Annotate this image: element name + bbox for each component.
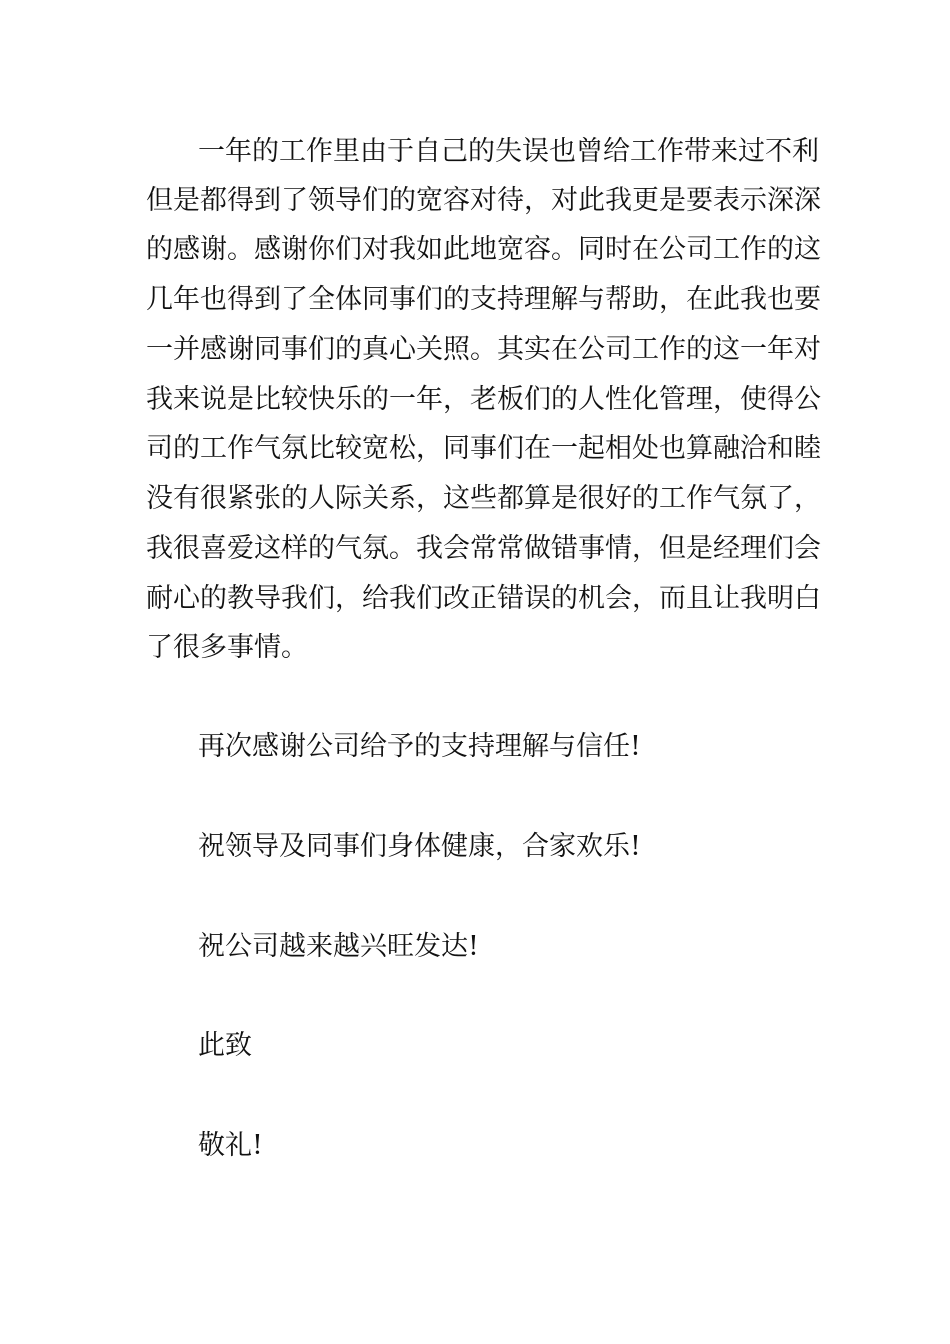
- paragraph-line: 一年的工作里由于自己的失误也曾给工作带来过不利: [198, 136, 819, 167]
- wish-colleagues-line: 祝领导及同事们身体健康，合家欢乐!: [198, 831, 641, 862]
- paragraph-line: 几年也得到了全体同事们的支持理解与帮助，在此我也要: [146, 284, 821, 315]
- paragraph-line: 我很喜爱这样的气氛。我会常常做错事情，但是经理们会: [146, 533, 821, 564]
- wish-company-line: 祝公司越来越兴旺发达!: [198, 931, 479, 962]
- paragraph-line: 但是都得到了领导们的宽容对待，对此我更是要表示深深: [146, 185, 821, 216]
- paragraph-line: 没有很紧张的人际关系，这些都算是很好的工作气氛了，: [146, 483, 821, 514]
- paragraph-line: 一并感谢同事们的真心关照。其实在公司工作的这一年对: [146, 334, 821, 365]
- closing-regards: 敬礼!: [198, 1130, 263, 1161]
- paragraph-line: 了很多事情。: [146, 632, 308, 663]
- thanks-line: 再次感谢公司给予的支持理解与信任!: [198, 731, 641, 762]
- closing-salutation: 此致: [198, 1030, 252, 1061]
- paragraph-line: 耐心的教导我们，给我们改正错误的机会，而且让我明白: [146, 583, 821, 614]
- paragraph-line: 我来说是比较快乐的一年，老板们的人性化管理，使得公: [146, 384, 821, 415]
- paragraph-line: 的感谢。感谢你们对我如此地宽容。同时在公司工作的这: [146, 234, 821, 265]
- paragraph-line: 司的工作气氛比较宽松，同事们在一起相处也算融洽和睦: [146, 433, 821, 464]
